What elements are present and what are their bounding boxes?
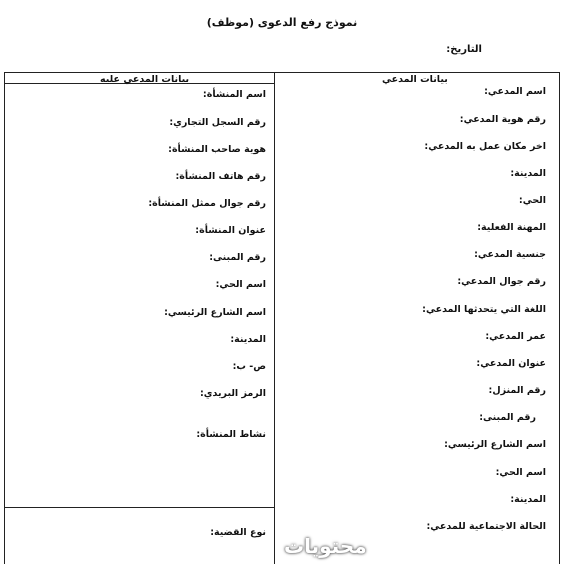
defendant-field-commercial-register: رقم السجل التجاري: (169, 117, 266, 128)
defendant-field-postal-code: الرمز البريدي: (199, 388, 266, 399)
plaintiff-field-city-2: المدينة: (510, 494, 546, 505)
defendant-header: بيانات المدعي عليه (100, 74, 190, 85)
date-label: التاريخ: (446, 44, 482, 55)
defendant-field-establishment-name: اسم المنشأة: (202, 89, 266, 100)
defendant-field-activity: نشاط المنشأة: (196, 429, 266, 440)
plaintiff-field-id: رقم هوية المدعي: (459, 114, 546, 125)
plaintiff-field-district: الحي: (518, 195, 546, 206)
plaintiff-header: بيانات المدعي (382, 74, 448, 85)
case-type-label: نوع القضية: (210, 527, 266, 538)
watermark-logo: محتويات (284, 534, 367, 558)
plaintiff-field-marital-status: الحالة الاجتماعية للمدعي: (426, 521, 546, 532)
plaintiff-field-address: عنوان المدعي: (476, 358, 546, 369)
plaintiff-field-last-workplace: اخر مكان عمل به المدعي: (424, 141, 546, 152)
plaintiff-field-nationality: جنسية المدعي: (474, 249, 546, 260)
plaintiff-field-street: اسم الشارع الرئيسي: (444, 439, 546, 450)
defendant-field-rep-mobile: رقم جوال ممثل المنشأة: (148, 198, 266, 209)
page-title: نموذج رفع الدعوى (موظف) (206, 16, 358, 29)
case-type-separator (4, 507, 274, 508)
defendant-field-street: اسم الشارع الرئيسي: (164, 307, 266, 318)
defendant-field-city: المدينة: (230, 334, 266, 345)
plaintiff-field-name: اسم المدعي: (484, 86, 546, 97)
plaintiff-field-language: اللغة التي يتحدثها المدعي: (422, 304, 546, 315)
defendant-field-po-box: ص- ب: (232, 361, 266, 372)
defendant-field-building-number: رقم المبنى: (209, 252, 266, 263)
plaintiff-field-city: المدينة: (510, 168, 546, 179)
column-divider (274, 72, 275, 564)
plaintiff-field-occupation: المهنة الفعلية: (477, 222, 546, 233)
plaintiff-field-building-number: رقم المبنى: (479, 412, 536, 423)
defendant-field-district-name: اسم الحي: (215, 279, 266, 290)
plaintiff-field-age: عمر المدعي: (485, 331, 546, 342)
defendant-field-phone: رقم هاتف المنشأة: (175, 171, 266, 182)
defendant-field-address: عنوان المنشأة: (195, 225, 266, 236)
plaintiff-field-district-name: اسم الحي: (495, 467, 546, 478)
defendant-field-owner-id: هوية صاحب المنشأة: (168, 144, 266, 155)
plaintiff-field-house-number: رقم المنزل: (488, 385, 546, 396)
plaintiff-field-mobile: رقم جوال المدعي: (457, 276, 546, 287)
